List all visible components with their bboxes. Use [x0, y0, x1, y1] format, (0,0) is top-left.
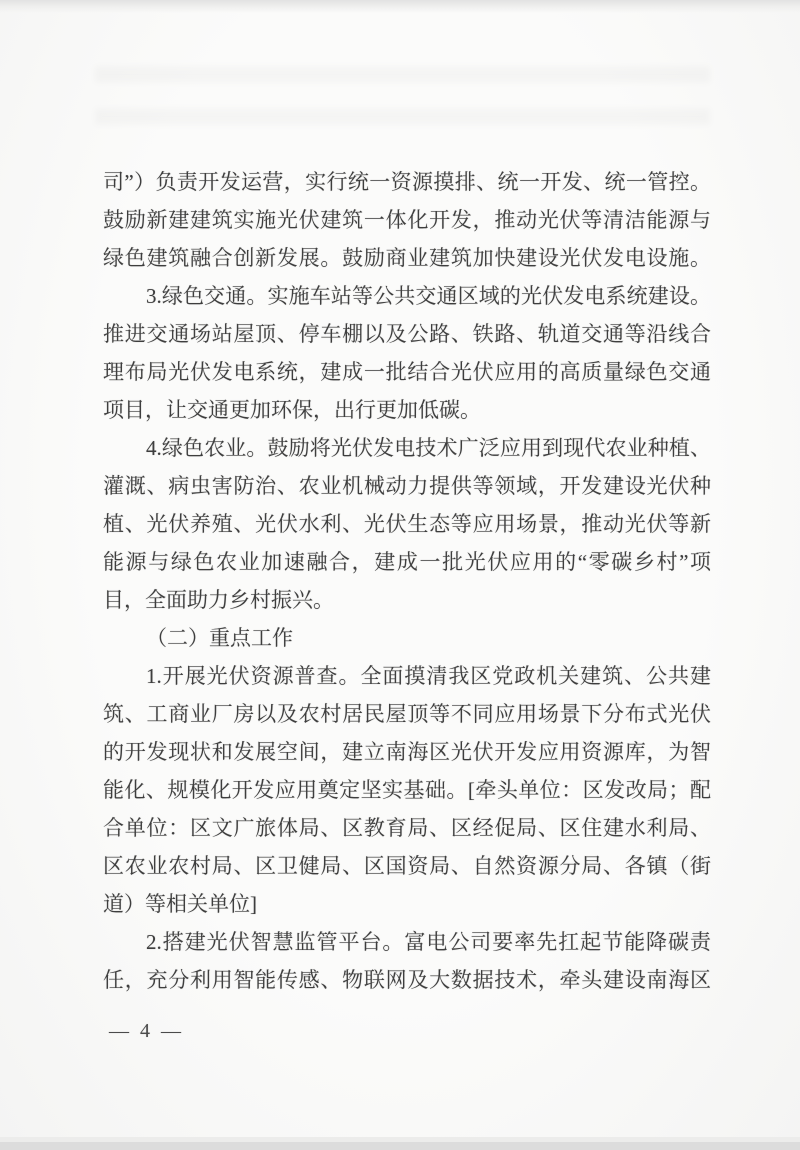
bleedthrough-artifact: [95, 55, 710, 150]
text-line: 灌溉、病虫害防治、农业机械动力提供等领域，开发建设光伏种: [103, 474, 711, 498]
text-line: 能源与绿色农业加速融合，建成一批光伏应用的“零碳乡村”项: [103, 550, 711, 574]
text-line: 目，全面助力乡村振兴。: [103, 588, 334, 612]
text-line: 3.绿色交通。实施车站等公共交通区域的光伏发电系统建设。: [146, 284, 711, 308]
text-line: 1.开展光伏资源普查。全面摸清我区党政机关建筑、公共建: [146, 664, 711, 688]
text-line: 推进交通场站屋顶、停车棚以及公路、铁路、轨道交通等沿线合: [103, 322, 711, 346]
document-body: [103, 167, 711, 1003]
text-line: 能化、规模化开发应用奠定坚实基础。[牵头单位：区发改局；配: [103, 778, 711, 802]
text-line: 鼓励新建建筑实施光伏建筑一体化开发，推动光伏等清洁能源与: [103, 208, 711, 232]
text-line: 司”）负责开发运营，实行统一资源摸排、统一开发、统一管控。: [103, 170, 711, 194]
text-line: 2.搭建光伏智慧监管平台。富电公司要率先扛起节能降碳责: [146, 930, 711, 954]
scan-edge-bottom: [0, 1142, 800, 1150]
scan-edge-top: [0, 0, 800, 13]
page-number: — 4 —: [109, 1020, 184, 1042]
text-line: 植、光伏养殖、光伏水利、光伏生态等应用场景，推动光伏等新: [103, 512, 711, 536]
text-line: 区农业农村局、区卫健局、区国资局、自然资源分局、各镇（街: [103, 854, 711, 878]
text-line: 道）等相关单位]: [103, 892, 257, 916]
text-line: 4.绿色农业。鼓励将光伏发电技术广泛应用到现代农业种植、: [146, 436, 711, 460]
text-line: 筑、工商业厂房以及农村居民屋顶等不同应用场景下分布式光伏: [103, 702, 711, 726]
text-line: 绿色建筑融合创新发展。鼓励商业建筑加快建设光伏发电设施。: [103, 246, 711, 270]
text-line: 合单位：区文广旅体局、区教育局、区经促局、区住建水利局、: [103, 816, 711, 840]
text-line: 的开发现状和发展空间，建立南海区光伏开发应用资源库，为智: [103, 740, 711, 764]
text-line: 任，充分利用智能传感、物联网及大数据技术，牵头建设南海区: [103, 968, 711, 992]
text-line: 理布局光伏发电系统，建成一批结合光伏应用的高质量绿色交通: [103, 360, 711, 384]
text-line: 项目，让交通更加环保，出行更加低碳。: [103, 398, 481, 422]
text-line: （二）重点工作: [146, 626, 293, 650]
